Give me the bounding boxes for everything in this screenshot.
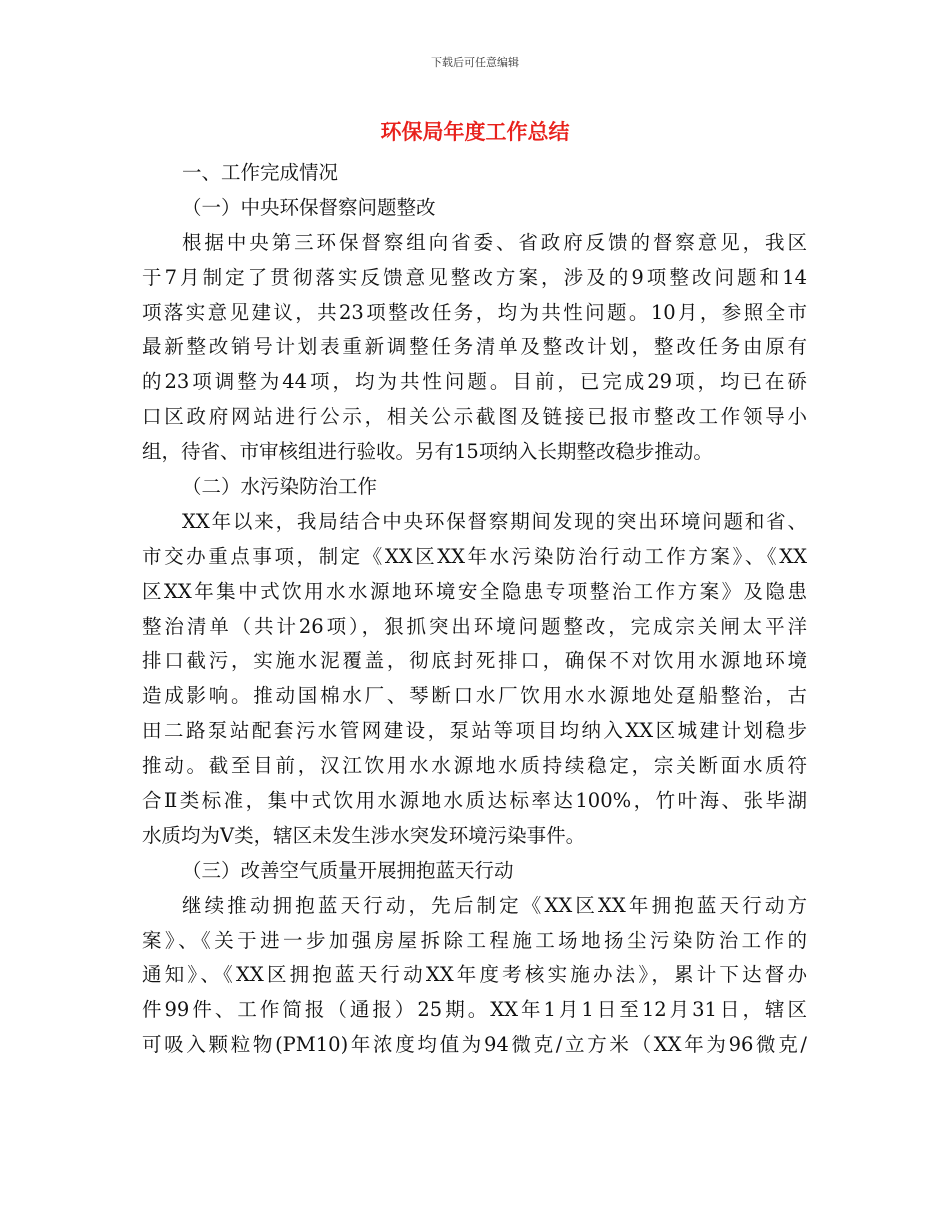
paragraph-line: 项落实意见建议，共23项整改任务，均为共性问题。10月，参照全市 bbox=[142, 300, 807, 324]
document-body bbox=[142, 158, 807, 1065]
paragraph-line: 市交办重点事项，制定《XX区XX年水污染防治行动工作方案》、《XX bbox=[142, 544, 807, 568]
paragraph-line: 造成影响。推动国棉水厂、琴断口水厂饮用水水源地处趸船整治，古 bbox=[142, 684, 807, 708]
paragraph-line: 的23项调整为44项，均为共性问题。目前，已完成29项，均已在硚 bbox=[142, 370, 807, 394]
paragraph-line: 于7月制定了贯彻落实反馈意见整改方案，涉及的9项整改问题和14 bbox=[142, 265, 807, 289]
paragraph-line: 最新整改销号计划表重新调整任务清单及整改计划，整改任务由原有 bbox=[142, 335, 807, 359]
paragraph-line: 合Ⅱ类标准，集中式饮用水源地水质达标率达100%，竹叶海、张毕湖 bbox=[142, 789, 807, 813]
paragraph-line: 通知》、《XX区拥抱蓝天行动XX年度考核实施办法》，累计下达督办 bbox=[142, 963, 807, 987]
subsection-heading: （三）改善空气质量开展拥抱蓝天行动 bbox=[182, 858, 514, 882]
paragraph-line: 整治清单（共计26项），狠抓突出环境问题整改，完成宗关闸太平洋 bbox=[142, 614, 807, 638]
header-note: 下载后可任意编辑 bbox=[431, 56, 519, 69]
paragraph-line: 件99件、工作简报（通报）25期。XX年1月1日至12月31日，辖区 bbox=[142, 998, 807, 1022]
paragraph-line: 排口截污，实施水泥覆盖，彻底封死排口，确保不对饮用水源地环境 bbox=[142, 649, 807, 673]
paragraph-line: 可吸入颗粒物(PM10)年浓度均值为94微克/立方米（XX年为96微克/ bbox=[142, 1033, 807, 1057]
paragraph-line: 案》、《关于进一步加强房屋拆除工程施工场地扬尘污染防治工作的 bbox=[142, 928, 807, 952]
paragraph-line: 推动。截至目前，汉江饮用水水源地水质持续稳定，宗关断面水质符 bbox=[142, 754, 807, 778]
section-heading: 一、工作完成情况 bbox=[182, 161, 339, 184]
subsection-heading: （一）中央环保督察问题整改 bbox=[182, 195, 436, 219]
paragraph-line: 继续推动拥抱蓝天行动，先后制定《XX区XX年拥抱蓝天行动方 bbox=[182, 893, 807, 917]
paragraph-line: 区XX年集中式饮用水水源地环境安全隐患专项整治工作方案》及隐患 bbox=[142, 579, 807, 603]
paragraph-line: 根据中央第三环保督察组向省委、省政府反馈的督察意见，我区 bbox=[182, 230, 807, 254]
paragraph-line: 田二路泵站配套污水管网建设，泵站等项目均纳入XX区城建计划稳步 bbox=[142, 719, 807, 743]
paragraph-line: XX年以来，我局结合中央环保督察期间发现的突出环境问题和省、 bbox=[182, 509, 807, 533]
subsection-heading: （二）水污染防治工作 bbox=[182, 475, 378, 499]
document-title: 环保局年度工作总结 bbox=[380, 120, 570, 144]
paragraph-line: 水质均为Ⅴ类，辖区未发生涉水突发环境污染事件。 bbox=[142, 823, 586, 847]
paragraph-line: 组，待省、市审核组进行验收。另有15项纳入长期整改稳步推动。 bbox=[142, 440, 713, 464]
paragraph-line: 口区政府网站进行公示，相关公示截图及链接已报市整改工作领导小 bbox=[142, 405, 807, 429]
